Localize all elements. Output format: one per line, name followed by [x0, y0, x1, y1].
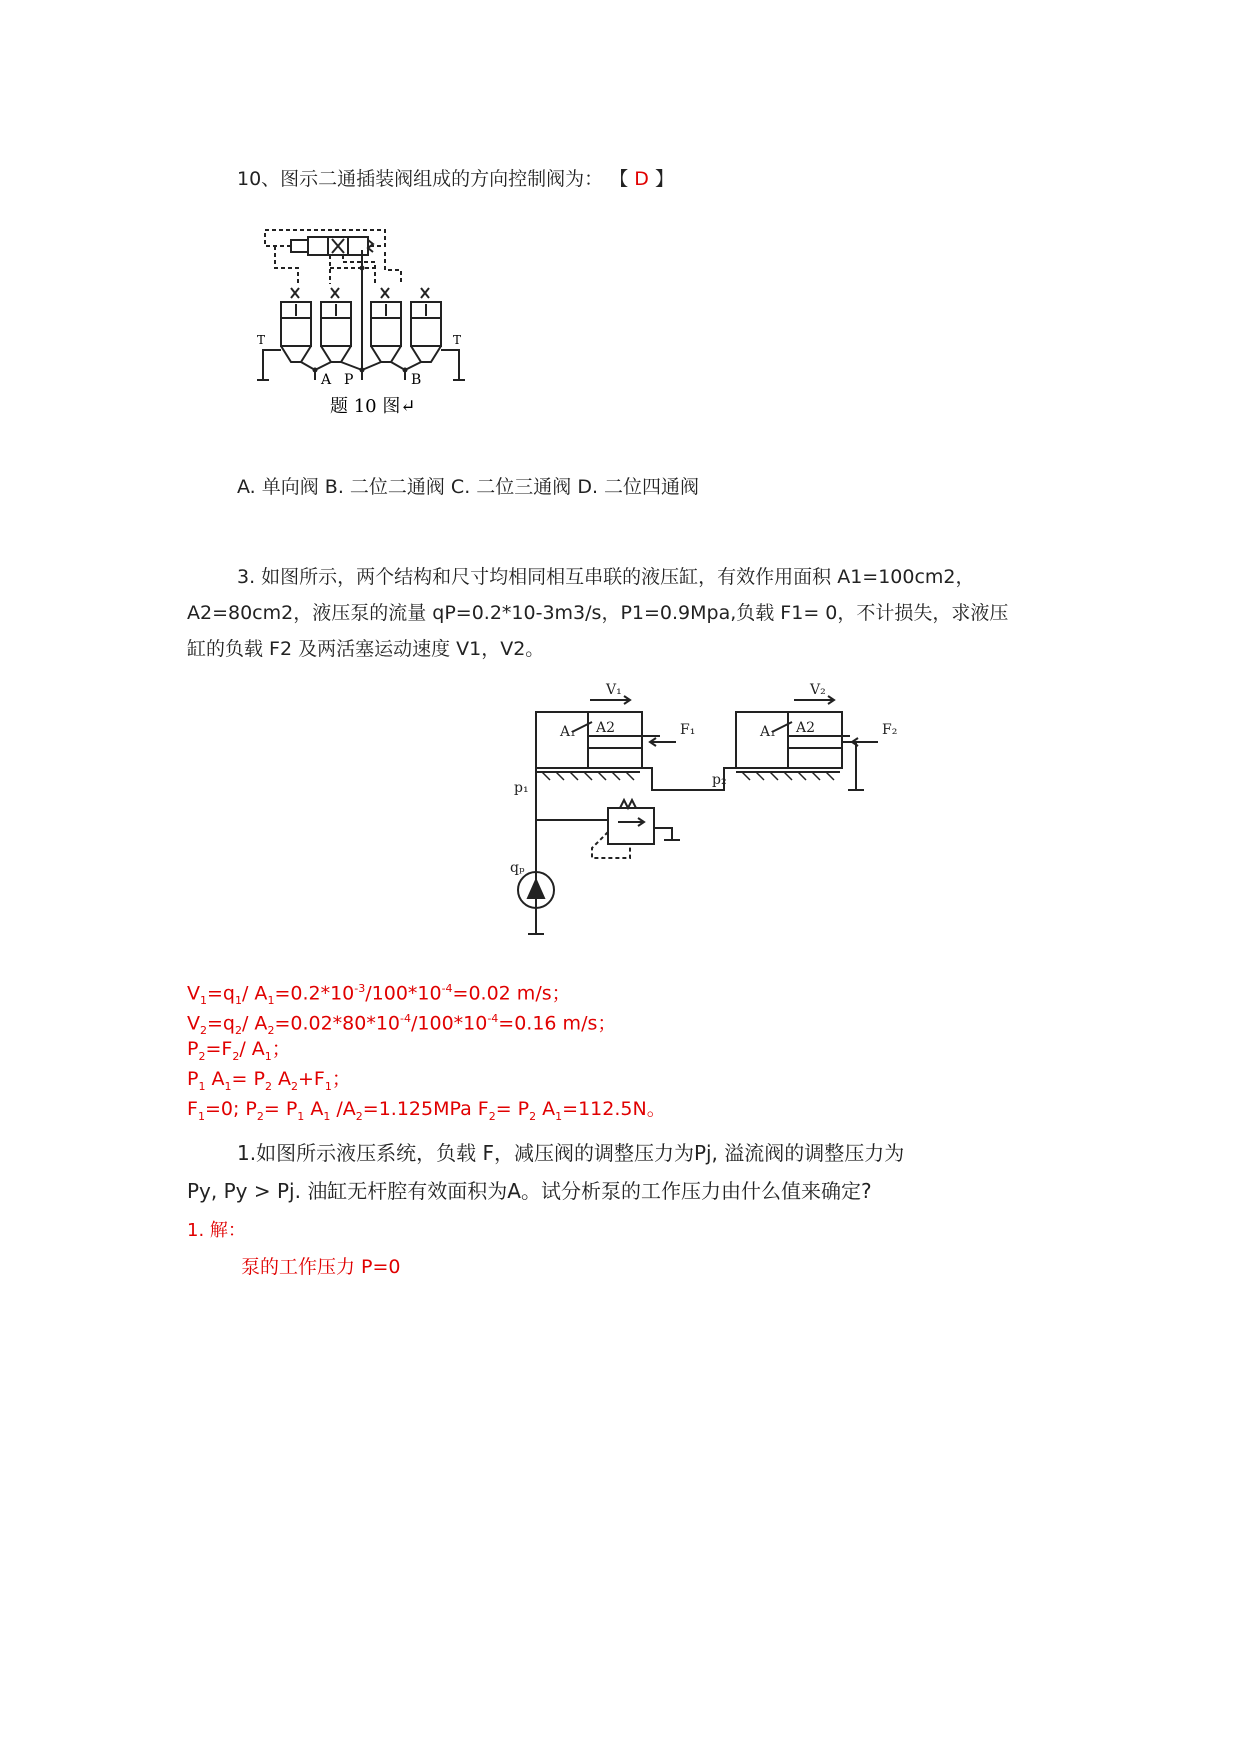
q3-label-a2-right: A2 [796, 720, 816, 736]
q10-cartridge-4 [411, 302, 441, 362]
q10-cartridge-valve-figure [255, 222, 495, 422]
q10-answer: D [634, 168, 649, 190]
q3-solution-v2: $V_2=q_2/$ $A_2=0.02*80*10^{-4}/100*10^{-4}=0.16$ m/s； [187, 1012, 617, 1038]
q3-relief-valve [592, 800, 680, 858]
q10-bracket-close: 】 [654, 168, 674, 190]
q3-text-line-2: A2=80cm2，液压泵的流量 qP=0.2*10-3m3/s，P1=0.9Mpa,负载 F1= 0，不计损失，求液压 [187, 602, 1009, 624]
q3-solution-balance: $P_1$ $A_1= P_2$ $A_2+F_1$； [187, 1068, 351, 1093]
q10-cartridge-2 [321, 302, 351, 362]
q3-label-p1: p₁ [514, 780, 529, 796]
q3-text-line-3: 缸的负载 F2 及两活塞运动速度 V1，V2。 [187, 638, 545, 660]
q3-solution-v1: $V_1=q_1/$ $A_1=0.2*10^{-3}/100*10^{-4}=0.02$ m/s； [187, 982, 571, 1008]
q10-port-b: B [411, 372, 422, 388]
q3-text-line-1: 3. 如图所示，两个结构和尺寸均相同相互串联的液压缸，有效作用面积 A1=100cm2， [237, 566, 975, 588]
q3-label-f1: F₁ [680, 722, 696, 738]
q1-solution-label: 1. 解： [187, 1220, 246, 1241]
q1-solution-text: 泵的工作压力 P=0 [241, 1256, 401, 1278]
q10-port-t-right: T [453, 333, 462, 347]
q3-solution-final: $F_1=0$; $P_2= P_1$ $A_1$ $/A_2=1.125MPa$ $F_2= P_2$ $A_1=112.5N$。 [187, 1098, 666, 1123]
q3-series-cylinders-figure [500, 672, 940, 944]
q3-label-v1: V₁ [606, 682, 622, 698]
q3-label-qp: qₚ [510, 860, 525, 876]
q10-bracket-open: 【 [609, 168, 629, 190]
q3-label-p2: p₂ [712, 772, 727, 788]
q10-port-t-left: T [257, 333, 266, 347]
q10-cartridge-1 [281, 302, 311, 362]
q3-label-a1-right: A₁ [760, 724, 776, 740]
q1-text-line-1: 1.如图所示液压系统，负载 F，减压阀的调整压力为Pj, 溢流阀的调整压力为 [237, 1141, 905, 1165]
q10-options: A. 单向阀 B. 二位二通阀 C. 二位三通阀 D. 二位四通阀 [237, 476, 700, 498]
q3-solution-p2: $P_2=F_2/$ $A_1$； [187, 1038, 291, 1063]
q10-port-p: P [344, 372, 354, 388]
q3-label-a2-left: A2 [596, 720, 616, 736]
q3-cylinder-2 [736, 696, 850, 768]
q10-stem-line [237, 166, 674, 192]
q3-label-f2: F₂ [882, 722, 898, 738]
q10-stem: 10、图示二通插装阀组成的方向控制阀为： [237, 168, 604, 190]
q3-label-a1-left: A₁ [560, 724, 576, 740]
q10-figure-caption: 题 10 图↵ [330, 396, 416, 417]
q10-cartridge-3 [371, 302, 401, 362]
q1-text-line-2: Py, Py > Pj. 油缸无杆腔有效面积为A。试分析泵的工作压力由什么值来确定? [187, 1179, 872, 1203]
q10-port-a: A [321, 372, 332, 388]
q3-label-v2: V₂ [810, 682, 826, 698]
